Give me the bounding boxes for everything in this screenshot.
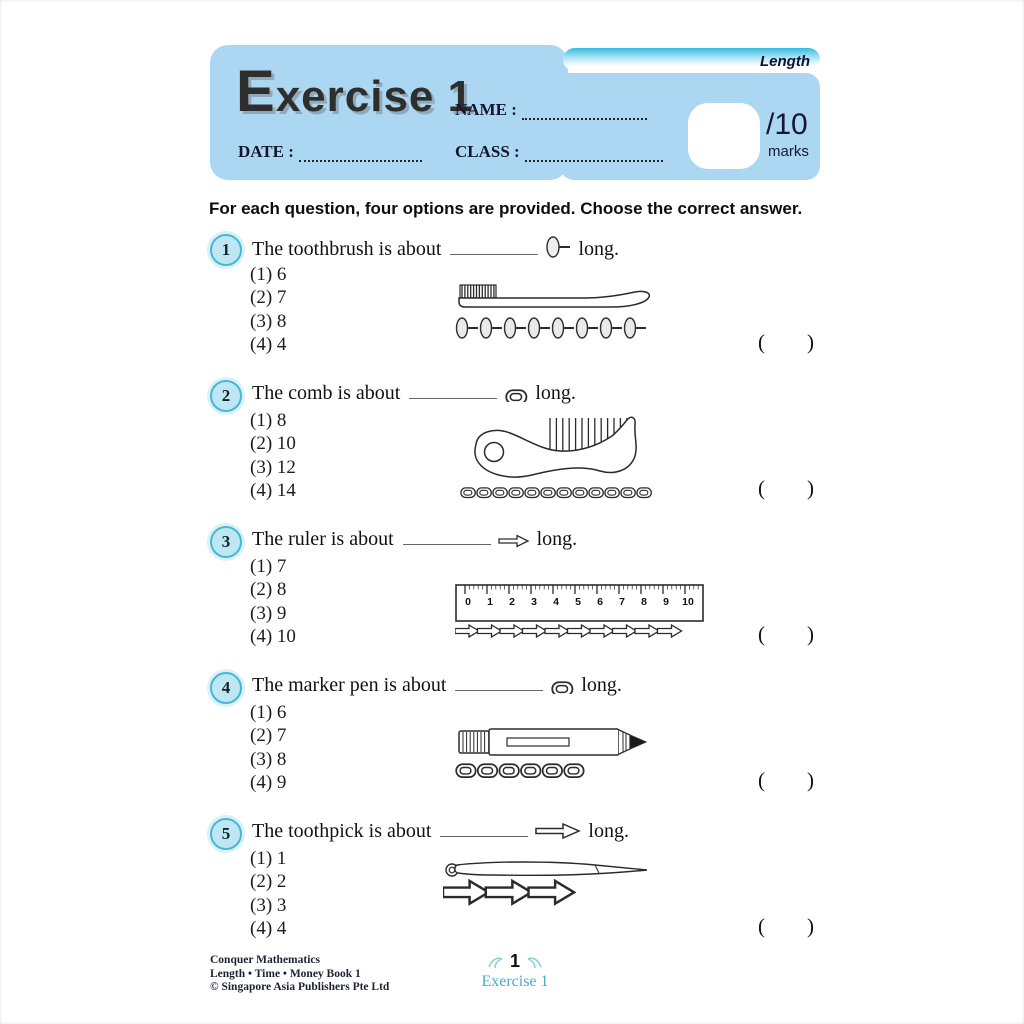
- question-2: [210, 378, 828, 524]
- page-title: Exercise 1: [236, 59, 474, 124]
- question-prompt: [252, 236, 619, 261]
- question-number-badge: 4: [210, 672, 242, 704]
- svg-text:5: 5: [575, 596, 581, 608]
- option: (4) 4: [250, 333, 287, 355]
- prompt-before-text: The toothpick is about: [252, 820, 432, 842]
- option: (2) 2: [250, 871, 287, 893]
- thumbtack-icon: [545, 236, 571, 258]
- svg-text:4: 4: [553, 596, 559, 608]
- option: (2) 8: [250, 579, 287, 601]
- prompt-after-text: long.: [578, 238, 619, 260]
- option: (3) 3: [250, 894, 287, 916]
- decorative-leaf-icon: [487, 954, 504, 969]
- imprint: [210, 954, 389, 995]
- arrow-row: [455, 623, 684, 640]
- answer-bracket: ( ): [758, 476, 814, 500]
- svg-text:0: 0: [465, 596, 471, 608]
- marker-pen-illustration: [455, 722, 655, 762]
- option: (2) 7: [250, 725, 287, 747]
- arrow-row: [443, 878, 576, 909]
- question-5: [210, 816, 828, 962]
- option: (1) 1: [250, 848, 287, 869]
- option: (1) 6: [250, 702, 287, 723]
- prompt-before-text: The toothbrush is about: [252, 238, 442, 260]
- option: (1) 6: [250, 264, 287, 285]
- question-number-badge: 2: [210, 380, 242, 412]
- question-number-badge: 5: [210, 818, 242, 850]
- svg-text:9: 9: [663, 596, 669, 608]
- svg-text:7: 7: [619, 596, 625, 608]
- score-box: [688, 103, 760, 169]
- page-footer-center: [455, 951, 575, 991]
- answer-bracket: ( ): [758, 330, 814, 354]
- page-number: 1: [509, 951, 520, 971]
- option: (4) 4: [250, 917, 287, 939]
- prompt-after-text: long.: [535, 382, 576, 404]
- prompt-after-text: long.: [588, 820, 629, 842]
- prompt-before-text: The marker pen is about: [252, 674, 447, 696]
- options-list: [250, 847, 286, 940]
- imprint-line: © Singapore Asia Publishers Pte Ltd: [210, 981, 390, 993]
- instruction-text: For each question, four options are provided. Choose the correct answer.: [209, 199, 803, 218]
- imprint-line: Length • Time • Money Book 1: [210, 967, 361, 980]
- question-prompt: [252, 674, 622, 697]
- option: (4) 14: [250, 479, 296, 501]
- chapter-tab-label: Length: [760, 53, 810, 70]
- option: (2) 7: [250, 287, 287, 309]
- prompt-before-text: The ruler is about: [252, 528, 394, 550]
- option: (1) 7: [250, 556, 287, 577]
- option: (3) 8: [250, 748, 287, 770]
- question-4: [210, 670, 828, 816]
- svg-text:3: 3: [531, 596, 537, 608]
- answer-blank: [403, 528, 491, 545]
- arrow-icon: [535, 822, 581, 840]
- prompt-after-text: long.: [536, 528, 578, 550]
- options-list: [250, 409, 296, 502]
- date-fill-line: [299, 146, 422, 162]
- question-prompt: [252, 528, 577, 551]
- option: (3) 12: [250, 456, 296, 478]
- svg-text:1: 1: [487, 596, 493, 608]
- comb-illustration: [460, 414, 660, 484]
- question-prompt: [252, 382, 576, 405]
- class-fill-line: [525, 146, 663, 162]
- answer-bracket: ( ): [758, 622, 814, 646]
- date-field: [238, 142, 422, 162]
- option: (3) 9: [250, 602, 287, 624]
- date-label: DATE :: [238, 142, 294, 161]
- decorative-leaf-icon: [526, 954, 543, 969]
- answer-bracket: ( ): [758, 768, 814, 792]
- answer-blank: [455, 674, 543, 691]
- paperclip-row: [455, 762, 589, 781]
- name-label: NAME :: [455, 100, 517, 119]
- svg-text:2: 2: [509, 596, 515, 608]
- svg-text:8: 8: [641, 596, 647, 608]
- answer-blank: [450, 238, 538, 255]
- question-1: [210, 232, 828, 378]
- score-denominator: /10: [766, 108, 808, 141]
- question-prompt: [252, 820, 629, 843]
- options-list: [250, 701, 286, 794]
- paperclip-icon: [550, 680, 574, 694]
- thumbtack-row: [455, 316, 651, 341]
- options-list: [250, 263, 286, 356]
- question-number-badge: 1: [210, 234, 242, 266]
- prompt-after-text: long.: [581, 674, 622, 696]
- page-label: Exercise 1: [481, 973, 549, 990]
- option: (1) 8: [250, 410, 287, 431]
- answer-blank: [409, 382, 497, 399]
- class-label: CLASS :: [455, 142, 520, 161]
- prompt-before-text: The comb is about: [252, 382, 401, 404]
- option: (3) 8: [250, 310, 287, 332]
- svg-text:10: 10: [682, 596, 694, 608]
- arrow-icon: [498, 534, 530, 548]
- question-number-badge: 3: [210, 526, 242, 558]
- class-field: [455, 142, 663, 162]
- paperclip-row: [460, 486, 656, 500]
- marks-label: marks: [768, 143, 809, 160]
- question-3: [210, 524, 828, 670]
- toothbrush-illustration: [455, 282, 655, 318]
- options-list: [250, 555, 296, 648]
- option: (4) 9: [250, 771, 287, 793]
- paperclip-icon: [504, 388, 528, 402]
- answer-bracket: ( ): [758, 914, 814, 938]
- answer-blank: [440, 820, 528, 837]
- svg-text:6: 6: [597, 596, 603, 608]
- name-fill-line: [522, 104, 647, 120]
- chapter-tab: [563, 48, 820, 71]
- name-field: [455, 100, 647, 120]
- imprint-line: Conquer Mathematics: [210, 954, 320, 966]
- ruler-illustration: [455, 584, 705, 622]
- option: (4) 10: [250, 625, 296, 647]
- option: (2) 10: [250, 433, 296, 455]
